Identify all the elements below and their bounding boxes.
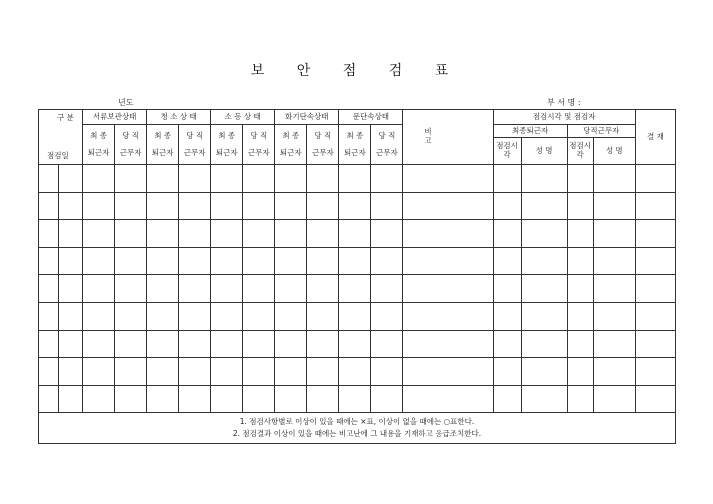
table-cell[interactable]	[371, 275, 403, 303]
sub-header-last-leaver: 최 종 퇴근자	[211, 125, 243, 165]
table-cell[interactable]	[59, 358, 83, 386]
table-cell[interactable]	[39, 358, 59, 386]
table-cell[interactable]	[147, 220, 179, 248]
table-cell[interactable]	[39, 192, 59, 220]
table-cell[interactable]	[521, 330, 567, 358]
table-cell[interactable]	[593, 192, 635, 220]
table-cell[interactable]	[211, 192, 243, 220]
table-cell[interactable]	[521, 247, 567, 275]
table-row	[39, 358, 676, 386]
table-cell[interactable]	[243, 385, 275, 413]
table-cell[interactable]	[59, 302, 83, 330]
sub-header-duty-worker: 당 직 근무자	[179, 125, 211, 165]
table-cell[interactable]	[567, 385, 593, 413]
table-cell[interactable]	[339, 358, 371, 386]
category-header: 소 등 상 태	[211, 110, 275, 125]
table-cell[interactable]	[307, 302, 339, 330]
table-cell[interactable]	[339, 275, 371, 303]
table-cell[interactable]	[593, 165, 635, 193]
table-cell[interactable]	[179, 247, 211, 275]
table-cell[interactable]	[567, 192, 593, 220]
table-cell[interactable]	[83, 192, 115, 220]
table-cell[interactable]	[403, 247, 493, 275]
table-cell[interactable]	[635, 165, 675, 193]
table-row	[39, 302, 676, 330]
table-cell[interactable]	[243, 165, 275, 193]
table-cell[interactable]	[635, 358, 675, 386]
table-cell[interactable]	[147, 247, 179, 275]
table-cell[interactable]	[593, 275, 635, 303]
check-date-label: 점검일	[47, 151, 69, 161]
last-leaver-header: 최종퇴근자	[493, 125, 567, 138]
table-cell[interactable]	[147, 275, 179, 303]
table-cell[interactable]	[275, 220, 307, 248]
table-cell[interactable]	[243, 358, 275, 386]
table-cell[interactable]	[567, 220, 593, 248]
table-cell[interactable]	[243, 220, 275, 248]
table-row	[39, 330, 676, 358]
table-cell[interactable]	[521, 358, 567, 386]
table-cell[interactable]	[179, 385, 211, 413]
table-cell[interactable]	[179, 330, 211, 358]
name-header: 성 명	[593, 138, 635, 165]
table-cell[interactable]	[567, 247, 593, 275]
table-cell[interactable]	[59, 247, 83, 275]
table-cell[interactable]	[403, 358, 493, 386]
table-cell[interactable]	[211, 220, 243, 248]
table-cell[interactable]	[147, 192, 179, 220]
table-cell[interactable]	[275, 330, 307, 358]
table-cell[interactable]	[493, 220, 521, 248]
table-cell[interactable]	[339, 247, 371, 275]
remarks-header: 비 고	[403, 110, 493, 165]
table-cell[interactable]	[115, 220, 147, 248]
table-cell[interactable]	[521, 192, 567, 220]
table-cell[interactable]	[39, 220, 59, 248]
gubun-header	[39, 110, 83, 165]
table-cell[interactable]	[521, 165, 567, 193]
table-row	[39, 247, 676, 275]
note-line: 2. 점검결과 이상이 있을 때에는 비고난에 그 내용을 기재하고 응급조치한다.	[232, 429, 482, 439]
table-cell[interactable]	[371, 165, 403, 193]
table-cell[interactable]	[39, 302, 59, 330]
table-cell[interactable]	[371, 358, 403, 386]
table-cell[interactable]	[493, 330, 521, 358]
table-cell[interactable]	[147, 330, 179, 358]
table-cell[interactable]	[147, 165, 179, 193]
table-cell[interactable]	[403, 192, 493, 220]
table-cell[interactable]	[147, 302, 179, 330]
table-cell[interactable]	[403, 220, 493, 248]
table-cell[interactable]	[59, 165, 83, 193]
table-cell[interactable]	[307, 220, 339, 248]
table-cell[interactable]	[59, 192, 83, 220]
table-cell[interactable]	[635, 192, 675, 220]
approval-header: 결 재	[635, 110, 675, 165]
table-cell[interactable]	[275, 385, 307, 413]
duty-worker-header: 당직근무자	[567, 125, 635, 138]
gubun-label: 구 분	[57, 113, 74, 122]
table-cell[interactable]	[59, 385, 83, 413]
table-cell[interactable]	[307, 165, 339, 193]
table-cell[interactable]	[243, 275, 275, 303]
table-cell[interactable]	[83, 275, 115, 303]
table-cell[interactable]	[179, 275, 211, 303]
table-cell[interactable]	[115, 330, 147, 358]
table-row	[39, 275, 676, 303]
table-cell[interactable]	[83, 302, 115, 330]
table-cell[interactable]	[179, 220, 211, 248]
table-cell[interactable]	[567, 302, 593, 330]
table-cell[interactable]	[567, 358, 593, 386]
sub-header-last-leaver: 최 종 퇴근자	[275, 125, 307, 165]
table-cell[interactable]	[307, 358, 339, 386]
category-header: 화기단속상태	[275, 110, 339, 125]
table-cell[interactable]	[275, 302, 307, 330]
table-cell[interactable]	[83, 330, 115, 358]
table-cell[interactable]	[307, 330, 339, 358]
table-cell[interactable]	[115, 192, 147, 220]
table-cell[interactable]	[307, 385, 339, 413]
table-cell[interactable]	[179, 358, 211, 386]
category-header: 서류보관상태	[83, 110, 147, 125]
table-cell[interactable]	[211, 165, 243, 193]
table-cell[interactable]	[243, 302, 275, 330]
table-cell[interactable]	[493, 192, 521, 220]
table-cell[interactable]	[275, 358, 307, 386]
table-cell[interactable]	[115, 275, 147, 303]
table-cell[interactable]	[83, 358, 115, 386]
table-cell[interactable]	[115, 358, 147, 386]
table-cell[interactable]	[243, 192, 275, 220]
table-cell[interactable]	[371, 220, 403, 248]
table-cell[interactable]	[307, 192, 339, 220]
sub-header-duty-worker: 당 직 근무자	[307, 125, 339, 165]
table-cell[interactable]	[83, 165, 115, 193]
table-cell[interactable]	[275, 192, 307, 220]
table-cell[interactable]	[211, 302, 243, 330]
table-cell[interactable]	[521, 275, 567, 303]
table-cell[interactable]	[371, 302, 403, 330]
table-cell[interactable]	[243, 247, 275, 275]
table-cell[interactable]	[635, 247, 675, 275]
table-cell[interactable]	[593, 358, 635, 386]
check-time-header: 점검시각	[567, 138, 593, 165]
table-cell[interactable]	[307, 247, 339, 275]
sub-header-last-leaver: 최 종 퇴근자	[83, 125, 115, 165]
table-cell[interactable]	[179, 192, 211, 220]
table-cell[interactable]	[115, 302, 147, 330]
table-cell[interactable]	[567, 165, 593, 193]
year-label: 년도	[118, 98, 134, 107]
table-cell[interactable]	[339, 330, 371, 358]
table-body	[39, 165, 676, 413]
category-header: 문단속상태	[339, 110, 403, 125]
table-cell[interactable]	[567, 330, 593, 358]
table-cell[interactable]	[521, 385, 567, 413]
table-cell[interactable]	[275, 247, 307, 275]
table-cell[interactable]	[593, 385, 635, 413]
table-cell[interactable]	[211, 385, 243, 413]
table-cell[interactable]	[493, 275, 521, 303]
table-cell[interactable]	[567, 275, 593, 303]
table-cell[interactable]	[493, 385, 521, 413]
table-cell[interactable]	[371, 247, 403, 275]
table-cell[interactable]	[243, 330, 275, 358]
table-cell[interactable]	[147, 358, 179, 386]
table-cell[interactable]	[211, 247, 243, 275]
table-cell[interactable]	[493, 165, 521, 193]
table-cell[interactable]	[275, 165, 307, 193]
table-row	[39, 192, 676, 220]
page-title: 보 안 점 검 표	[250, 63, 463, 79]
sub-header-last-leaver: 최 종 퇴근자	[147, 125, 179, 165]
table-cell[interactable]	[493, 247, 521, 275]
table-cell[interactable]	[211, 275, 243, 303]
table-cell[interactable]	[39, 247, 59, 275]
table-cell[interactable]	[593, 330, 635, 358]
table-cell[interactable]	[493, 302, 521, 330]
table-cell[interactable]	[275, 275, 307, 303]
table-cell[interactable]	[403, 302, 493, 330]
table-cell[interactable]	[339, 302, 371, 330]
sub-header-last-leaver: 최 종 퇴근자	[339, 125, 371, 165]
table-cell[interactable]	[83, 385, 115, 413]
table-cell[interactable]	[83, 247, 115, 275]
security-checklist-table	[38, 109, 676, 444]
table-cell[interactable]	[371, 192, 403, 220]
table-cell[interactable]	[147, 385, 179, 413]
table-cell[interactable]	[59, 220, 83, 248]
table-cell[interactable]	[211, 358, 243, 386]
department-label: 부 서 명 :	[547, 98, 581, 107]
table-cell[interactable]	[307, 275, 339, 303]
table-cell[interactable]	[59, 330, 83, 358]
table-cell[interactable]	[83, 220, 115, 248]
table-cell[interactable]	[179, 165, 211, 193]
table-cell[interactable]	[115, 247, 147, 275]
table-cell[interactable]	[371, 330, 403, 358]
table-cell[interactable]	[115, 385, 147, 413]
note-line: 1. 점검사항별로 이상이 있을 때에는 ×표, 이상이 없을 때에는 ○표한다.	[239, 417, 475, 427]
table-row	[39, 220, 676, 248]
table-cell[interactable]	[593, 220, 635, 248]
table-cell[interactable]	[39, 165, 59, 193]
table-cell[interactable]	[593, 247, 635, 275]
table-cell[interactable]	[39, 275, 59, 303]
table-cell[interactable]	[493, 358, 521, 386]
sub-header-duty-worker: 당 직 근무자	[243, 125, 275, 165]
table-cell[interactable]	[593, 302, 635, 330]
table-row	[39, 165, 676, 193]
table-cell[interactable]	[521, 302, 567, 330]
table-cell[interactable]	[59, 275, 83, 303]
table-cell[interactable]	[339, 220, 371, 248]
table-cell[interactable]	[115, 165, 147, 193]
table-row	[39, 385, 676, 413]
table-cell[interactable]	[521, 220, 567, 248]
category-header: 청 소 상 태	[147, 110, 211, 125]
table-cell[interactable]	[403, 330, 493, 358]
table-cell[interactable]	[403, 385, 493, 413]
table-cell[interactable]	[339, 385, 371, 413]
table-cell[interactable]	[39, 385, 59, 413]
check-time-header: 점검시각	[493, 138, 521, 165]
table-cell[interactable]	[635, 330, 675, 358]
table-cell[interactable]	[179, 302, 211, 330]
sub-header-duty-worker: 당 직 근무자	[115, 125, 147, 165]
table-cell[interactable]	[339, 165, 371, 193]
table-cell[interactable]	[371, 385, 403, 413]
check-group-header: 점검시각 및 점검자	[493, 110, 635, 125]
table-cell[interactable]	[211, 330, 243, 358]
notes-cell	[39, 413, 676, 444]
table-cell[interactable]	[635, 385, 675, 413]
table-cell[interactable]	[39, 330, 59, 358]
table-cell[interactable]	[403, 165, 493, 193]
table-cell[interactable]	[403, 275, 493, 303]
table-cell[interactable]	[339, 192, 371, 220]
table-cell[interactable]	[635, 220, 675, 248]
table-cell[interactable]	[635, 275, 675, 303]
name-header: 성 명	[521, 138, 567, 165]
sub-header-duty-worker: 당 직 근무자	[371, 125, 403, 165]
table-cell[interactable]	[635, 302, 675, 330]
